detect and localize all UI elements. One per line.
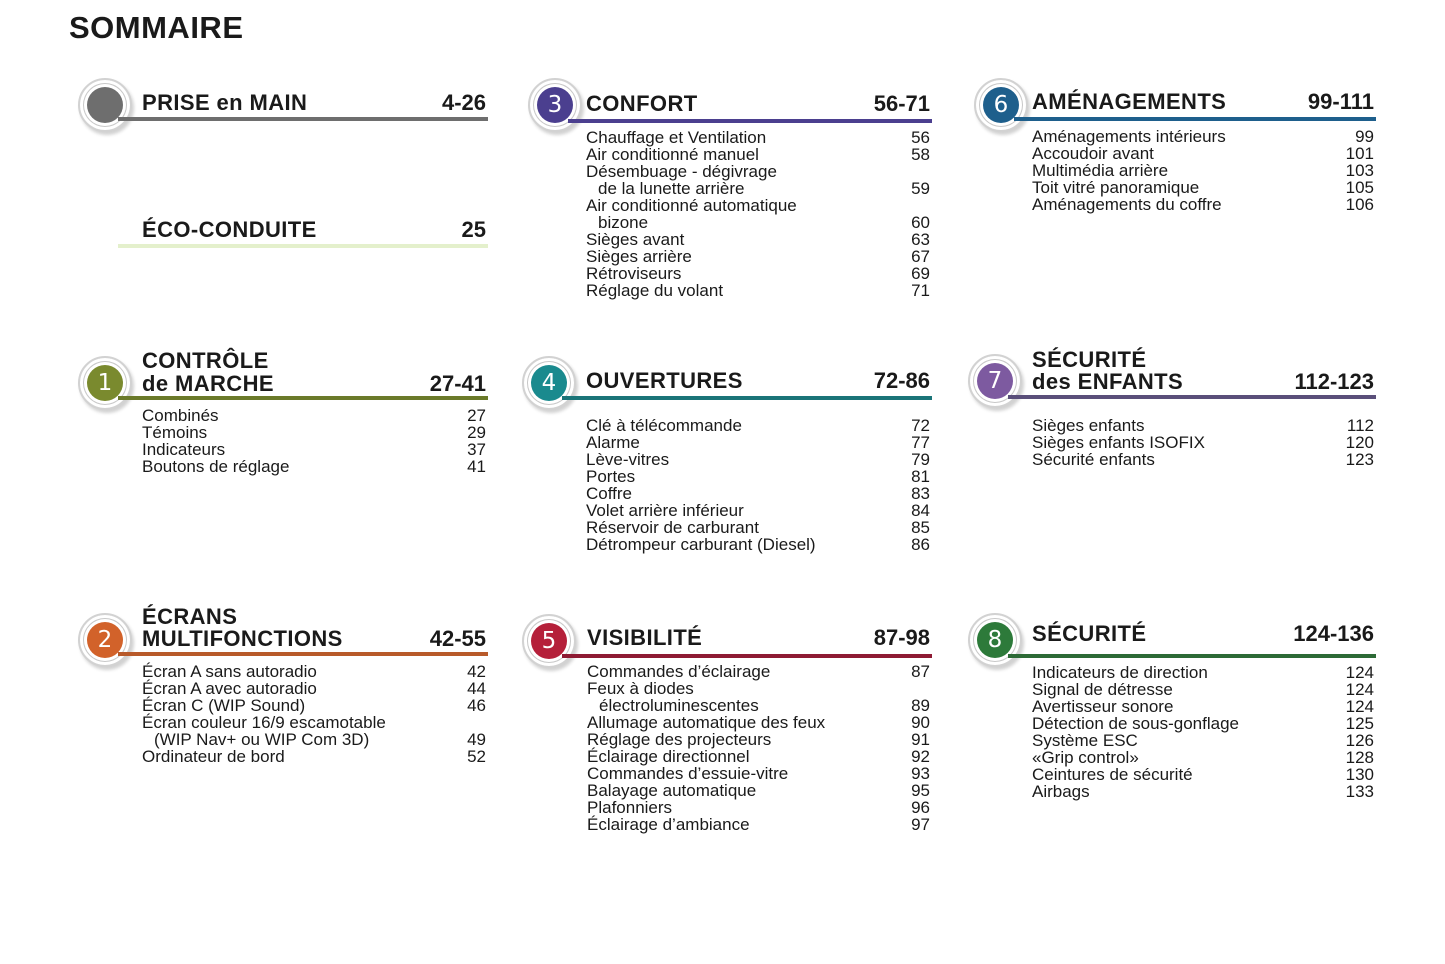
item-page: 92 [911,747,930,766]
section-rule [1008,654,1376,658]
item-label: Rétroviseurs [586,264,682,283]
item-label: Système ESC [1032,731,1138,750]
section-pages: 99-111 [1307,89,1374,114]
section-badge [974,78,1028,132]
item-page: 90 [911,713,930,732]
item-label: Sièges arrière [586,247,692,266]
list-item [587,663,930,680]
section-visibilite [522,614,932,844]
list-item [1032,162,1374,179]
section-badge [528,78,582,132]
number-4-icon: 4 [531,365,567,401]
section-pages: 25 [461,217,486,242]
item-label: Volet arrière inférieur [586,501,744,520]
item-label: «Grip control» [1032,748,1139,767]
item-label: Air conditionné automatique [586,196,797,215]
section-controle-de-marche [78,350,488,480]
section-rule [562,396,932,400]
number-6-icon: 6 [983,87,1019,123]
number-3-icon: 3 [537,87,573,123]
list-item [586,434,930,451]
section-title: SÉCURITÉ [1032,621,1147,646]
list-item [587,697,930,714]
section-badge [968,354,1022,408]
item-label: Écran couleur 16/9 escamotable [142,713,386,732]
item-label: Avertisseur sonore [1032,697,1174,716]
section-items [1032,417,1374,468]
item-label: Désembuage - dégivrage [586,162,777,181]
item-page: 85 [911,518,930,537]
section-items [142,407,486,475]
item-page: 128 [1345,748,1374,767]
list-item [1032,664,1374,681]
item-page: 99 [1355,127,1374,146]
number-7-icon: 7 [977,363,1013,399]
item-page: 59 [911,179,930,198]
item-label: Sièges avant [586,230,685,249]
page-title: SOMMAIRE [69,10,244,45]
item-page: 58 [911,145,930,164]
section-title-line2: des ENFANTS [1032,369,1184,394]
section-securite [968,610,1378,810]
item-label: de la lunette arrière [598,179,745,198]
item-page: 67 [911,247,930,266]
section-pages: 56-71 [873,91,930,116]
section-badge [78,78,132,132]
list-item [586,451,930,468]
item-label: Aménagements intérieurs [1032,127,1226,146]
item-label: Multimédia arrière [1032,161,1169,180]
item-label: Détection de sous-gonflage [1032,714,1239,733]
section-items [1032,664,1374,800]
item-label: Air conditionné manuel [586,145,759,164]
section-rule [118,652,488,656]
item-page: 124 [1345,697,1374,716]
item-page: 71 [911,281,930,300]
item-label: Réglage des projecteurs [587,730,772,749]
section-pages: 87-98 [873,625,930,650]
section-eco-conduite [118,216,488,252]
item-label: Lève-vitres [586,450,670,469]
item-page: 41 [467,457,486,476]
list-item [142,663,486,680]
section-confort [528,78,932,308]
section-title-line1: CONTRÔLE [142,348,269,373]
list-item [1032,732,1374,749]
list-item [1032,196,1374,213]
number-2-icon: 2 [87,622,123,658]
list-item [587,799,930,816]
list-item [1032,417,1374,434]
item-label: Chauffage et Ventilation [586,128,767,147]
list-item [586,502,930,519]
list-item [586,485,930,502]
section-title-line2: de MARCHE [142,371,274,396]
item-page: 60 [911,213,930,232]
section-items [1032,128,1374,213]
list-item [1032,128,1374,145]
item-page: 84 [911,501,930,520]
item-page: 49 [467,730,486,749]
list-item [586,129,930,146]
item-page: 124 [1345,663,1374,682]
item-label: Portes [586,467,636,486]
section-prise-en-main [78,78,488,128]
item-label: Signal de détresse [1032,680,1173,699]
item-page: 101 [1345,144,1374,163]
list-item [586,214,930,231]
section-title-line2: MULTIFONCTIONS [142,626,343,651]
list-item [142,441,486,458]
list-item [587,782,930,799]
list-item [587,680,930,697]
section-rule [1014,117,1376,121]
section-rule [562,654,932,658]
item-page: 112 [1346,416,1374,435]
item-label: Écran A avec autoradio [142,679,317,698]
item-page: 29 [467,423,486,442]
list-item [586,197,930,214]
section-title-line1: SÉCURITÉ [1032,347,1147,372]
item-page: 133 [1345,782,1374,801]
item-page: 77 [911,433,930,452]
list-item [142,424,486,441]
item-label: Indicateurs [142,440,226,459]
item-page: 103 [1345,161,1374,180]
item-label: (WIP Nav+ ou WIP Com 3D) [154,730,370,749]
section-securite-des-enfants [968,348,1378,478]
item-page: 91 [911,730,930,749]
section-title: AMÉNAGEMENTS [1032,89,1227,114]
list-item [586,282,930,299]
item-label: Boutons de réglage [142,457,290,476]
list-item [1032,749,1374,766]
section-title-line1: ÉCRANS [142,604,238,629]
item-page: 63 [911,230,930,249]
section-badge [522,356,576,410]
item-label: Commandes d’essuie-vitre [587,764,789,783]
item-page: 105 [1345,178,1374,197]
list-item [142,407,486,424]
item-page: 46 [467,696,486,715]
list-item [587,731,930,748]
item-label: Accoudoir avant [1032,144,1154,163]
item-page: 72 [911,416,930,435]
item-page: 83 [911,484,930,503]
item-label: bizone [598,213,649,232]
section-pages: 27-41 [429,371,486,396]
item-label: Éclairage directionnel [587,747,750,766]
item-label: Clé à télécommande [586,416,742,435]
item-label: Allumage automatique des feux [587,713,826,732]
item-label: Écran C (WIP Sound) [142,696,306,715]
section-pages: 72-86 [873,368,930,393]
section-title: VISIBILITÉ [587,625,703,650]
list-item [586,265,930,282]
item-label: Coffre [586,484,632,503]
list-item [586,417,930,434]
item-label: électroluminescentes [599,696,759,715]
list-item [1032,145,1374,162]
item-label: Balayage automatique [587,781,757,800]
item-page: 126 [1345,731,1374,750]
section-pages: 4-26 [441,90,486,115]
item-label: Airbags [1032,782,1090,801]
item-page: 27 [467,406,486,425]
list-item [1032,681,1374,698]
list-item [586,536,930,553]
list-item [1032,698,1374,715]
list-item [1032,434,1374,451]
item-page: 125 [1345,714,1374,733]
item-label: Aménagements du coffre [1032,195,1222,214]
list-item [142,714,486,731]
list-item [587,816,930,833]
item-label: Feux à diodes [587,679,694,698]
list-item [586,146,930,163]
list-item [1032,451,1374,468]
item-label: Sièges enfants [1032,416,1145,435]
item-page: 120 [1345,433,1374,452]
section-rule [118,244,488,248]
list-item [586,519,930,536]
item-page: 106 [1345,195,1374,214]
item-label: Sécurité enfants [1032,450,1155,469]
section-items [587,663,930,833]
item-page: 42 [467,662,486,681]
item-page: 56 [911,128,930,147]
item-page: 87 [911,662,930,681]
item-label: Sièges enfants ISOFIX [1032,433,1205,452]
section-title: ÉCO-CONDUITE [142,217,317,242]
list-item [586,231,930,248]
item-label: Commandes d’éclairage [587,662,771,681]
section-pages: 112-123 [1294,369,1374,394]
item-page: 130 [1345,765,1374,784]
item-page: 81 [911,467,930,486]
item-label: Détrompeur carburant (Diesel) [586,535,816,554]
item-label: Toit vitré panoramique [1032,178,1200,197]
item-label: Témoins [142,423,208,442]
list-item [586,248,930,265]
section-rule [1008,395,1376,399]
section-title: CONFORT [586,91,698,116]
number-8-icon: 8 [977,622,1013,658]
section-ecrans-multifonctions [78,606,488,776]
item-label: Réglage du volant [586,281,724,300]
list-item [142,748,486,765]
list-item [1032,783,1374,800]
item-page: 93 [911,764,930,783]
list-item [142,680,486,697]
section-amenagements [974,78,1378,228]
section-badge [78,613,132,667]
section-items [586,417,930,553]
list-item [1032,179,1374,196]
item-page: 123 [1345,450,1374,469]
item-page: 95 [911,781,930,800]
section-items [142,663,486,765]
item-label: Ordinateur de bord [142,747,285,766]
list-item [142,731,486,748]
item-label: Réservoir de carburant [586,518,759,537]
item-label: Alarme [586,433,640,452]
item-label: Indicateurs de direction [1032,663,1208,682]
item-page: 44 [467,679,486,698]
item-page: 97 [911,815,930,834]
item-page: 37 [467,440,486,459]
list-item [1032,715,1374,732]
list-item [586,180,930,197]
item-label: Ceintures de sécurité [1032,765,1193,784]
section-pages: 42-55 [429,626,486,651]
list-item [587,714,930,731]
section-rule [118,396,488,400]
item-page: 69 [911,264,930,283]
item-page: 89 [911,696,930,715]
list-item [586,468,930,485]
item-page: 124 [1345,680,1374,699]
item-page: 96 [911,798,930,817]
section-title: PRISE en MAIN [142,90,308,115]
section-rule [568,119,932,123]
item-label: Éclairage d’ambiance [587,815,750,834]
section-badge [522,614,576,668]
section-items [586,129,930,299]
item-page: 79 [911,450,930,469]
list-item [587,765,930,782]
item-label: Écran A sans autoradio [142,662,317,681]
section-title: OUVERTURES [586,368,743,393]
item-page: 52 [467,747,486,766]
section-badge [78,356,132,410]
section-rule [118,117,488,121]
number-1-icon: 1 [87,365,123,401]
section-badge [968,613,1022,667]
list-item [1032,766,1374,783]
list-item [586,163,930,180]
list-item [142,697,486,714]
item-page: 86 [911,535,930,554]
number-5-icon: 5 [531,623,567,659]
section-pages: 124-136 [1293,621,1374,646]
item-label: Plafonniers [587,798,673,817]
list-item [587,748,930,765]
item-label: Combinés [142,406,219,425]
list-item [142,458,486,475]
section-ouvertures [522,356,932,556]
